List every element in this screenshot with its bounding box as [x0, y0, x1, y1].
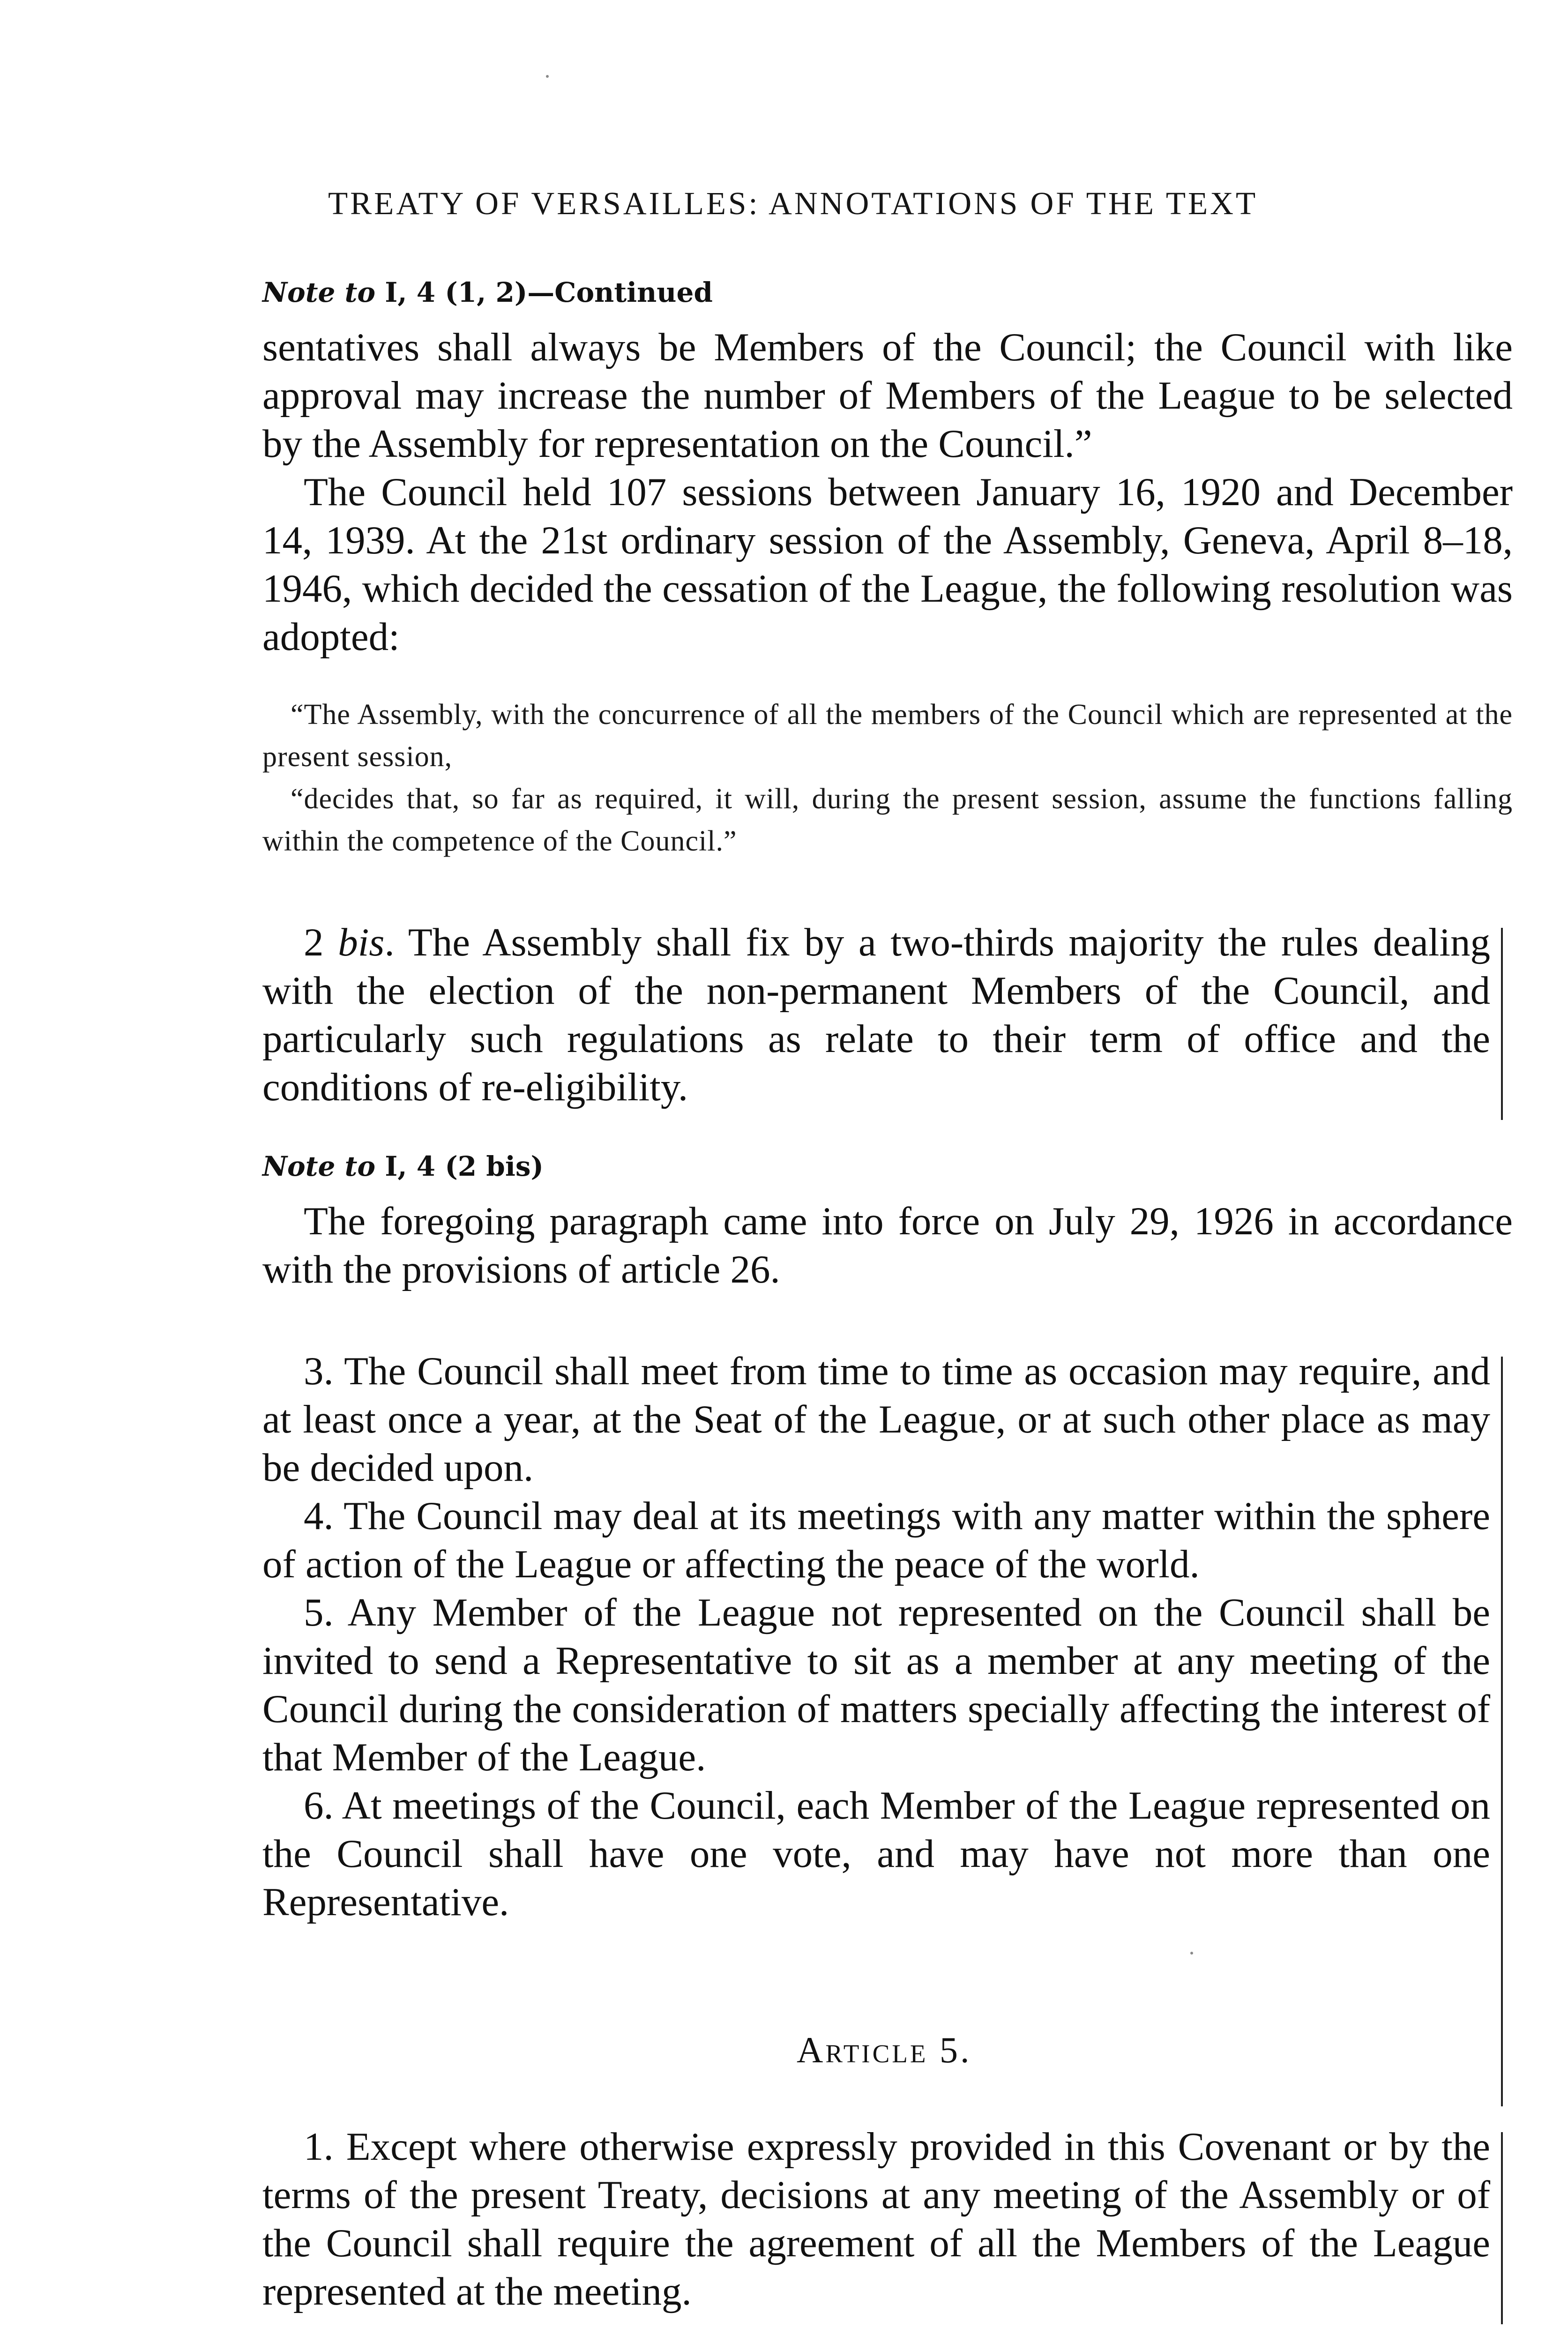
paragraph-6: 6. At meetings of the Council, each Member of the League represented on the Council shall have one vote, and may have not more than one Representative.	[262, 1783, 1490, 1924]
note-1-paragraph-2: The Council held 107 sessions between January 16, 1920 and December 14, 1939. At the 21st ordinary session of the Assembly, Geneva, April 8–18, 1946, which decided the cessation of the League, the following resolution was adopted:	[262, 470, 1513, 659]
article-title-number: 5.	[928, 2030, 972, 2070]
margin-rule-2	[1501, 1357, 1503, 2031]
paragraph-2-bis	[262, 918, 1490, 1112]
margin-rule-3	[1501, 2031, 1503, 2106]
note-heading-2	[262, 1150, 544, 1182]
note-heading-2-ref: I, 4 (2 bis)	[375, 1150, 544, 1182]
paragraph-5: 5. Any Member of the League not represented on the Council shall be invited to send a Representative to sit as a member at any meeting of the Council during the consideration of matters specially affecting the interest of that Member of the League.	[262, 1590, 1490, 1779]
page-speck	[546, 75, 549, 78]
note-heading-2-prefix: Note to	[262, 1150, 376, 1182]
note-2-body	[262, 1197, 1513, 1294]
margin-rule-4	[1501, 2132, 1503, 2324]
resolution-quote-line-2: “decides that, so far as required, it will, during the present session, assume the functions falling within the competence of the Council.”	[262, 783, 1513, 857]
article-5-paragraph-1	[262, 2123, 1490, 2316]
paragraph-2-bis-number: 2	[304, 920, 338, 964]
paragraphs-3-to-6	[262, 1347, 1490, 1926]
article-5-paragraph-1-text: 1. Except where otherwise expressly provided in this Covenant or by the terms of the present Treaty, decisions at any meeting of the Assembly or of the Council shall require the agreement of all the Members of the League represented at the meeting.	[262, 2125, 1490, 2313]
article-title-word: Article	[797, 2030, 928, 2070]
note-1-body	[262, 323, 1513, 661]
paragraph-4: 4. The Council may deal at its meetings with any matter within the sphere of action of the League or affecting the peace of the world.	[262, 1494, 1490, 1586]
note-heading-1-prefix: Note to	[262, 276, 376, 308]
page-speck	[1190, 1952, 1193, 1955]
paragraph-2-bis-label: bis	[338, 920, 385, 964]
note-heading-1-ref: I, 4 (1, 2)—Continued	[375, 276, 713, 308]
note-1-paragraph-1: sentatives shall always be Members of the Council; the Council with like approval may increase the number of Members of the League to be selected by the Assembly for representation on the Council.”	[262, 325, 1513, 466]
resolution-quote-line-1: “The Assembly, with the concurrence of all the members of the Council which are represented at the present session,	[262, 699, 1513, 773]
running-head: TREATY OF VERSAILLES: ANNOTATIONS OF THE TEXT	[328, 186, 1258, 221]
margin-rule-1	[1501, 928, 1503, 1120]
note-2-paragraph: The foregoing paragraph came into force on July 29, 1926 in accordance with the provisions of article 26.	[262, 1199, 1513, 1291]
note-heading-1	[262, 276, 713, 308]
resolution-quote	[262, 694, 1513, 862]
paragraph-3: 3. The Council shall meet from time to time as occasion may require, and at least once a year, at the Seat of the League, or at such other place as may be decided upon.	[262, 1349, 1490, 1490]
paragraph-2-bis-text: . The Assembly shall fix by a two-thirds majority the rules dealing with the election of the non-permanent Members of the Council, and particularly such regulations as relate to their term of office and the conditions of re-eligibility.	[262, 920, 1491, 1109]
article-title	[797, 2029, 1218, 2071]
